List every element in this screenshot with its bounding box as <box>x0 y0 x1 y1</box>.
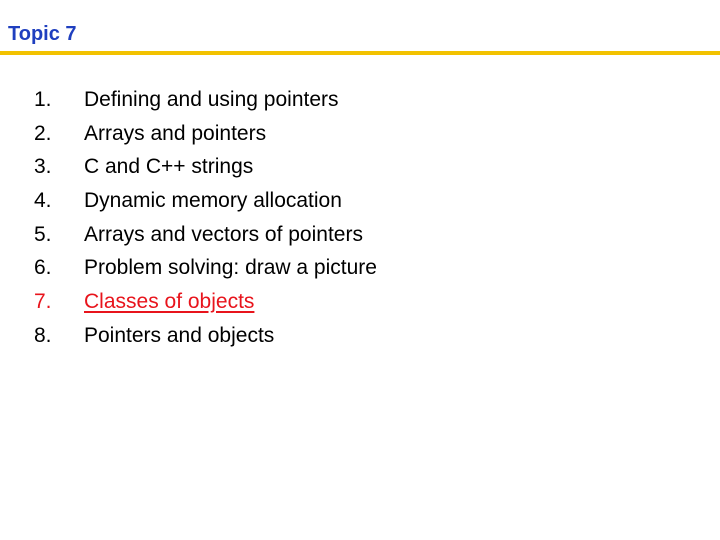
outline-item-number: 3. <box>34 155 52 179</box>
outline-item-4 <box>34 184 377 218</box>
outline-item-6 <box>34 251 377 285</box>
outline-item-label: C and C++ strings <box>84 155 254 179</box>
outline-item-label: Dynamic memory allocation <box>84 189 342 213</box>
outline-item-link[interactable]: Classes of objects <box>84 290 255 314</box>
outline-item-number: 4. <box>34 189 52 213</box>
topic-outline-list <box>34 83 377 353</box>
outline-item-5 <box>34 218 377 252</box>
outline-item-number: 6. <box>34 256 52 280</box>
outline-item-label: Problem solving: draw a picture <box>84 256 377 280</box>
outline-item-1 <box>34 83 377 117</box>
outline-item-number: 2. <box>34 121 52 145</box>
outline-item-number: 7. <box>34 290 52 314</box>
outline-item-number: 1. <box>34 88 52 111</box>
outline-item-number: 8. <box>34 323 52 347</box>
outline-item-number: 5. <box>34 222 52 246</box>
slide-title: Topic 7 <box>8 23 77 45</box>
title-underline-rule <box>0 51 720 55</box>
outline-item-8 <box>34 319 377 353</box>
outline-item-7-current <box>34 285 377 319</box>
outline-item-label: Arrays and vectors of pointers <box>84 222 363 246</box>
outline-item-2 <box>34 117 377 151</box>
outline-item-label: Pointers and objects <box>84 323 275 347</box>
outline-item-label: Defining and using pointers <box>84 88 339 111</box>
outline-item-3 <box>34 150 377 184</box>
outline-item-label: Arrays and pointers <box>84 121 267 145</box>
